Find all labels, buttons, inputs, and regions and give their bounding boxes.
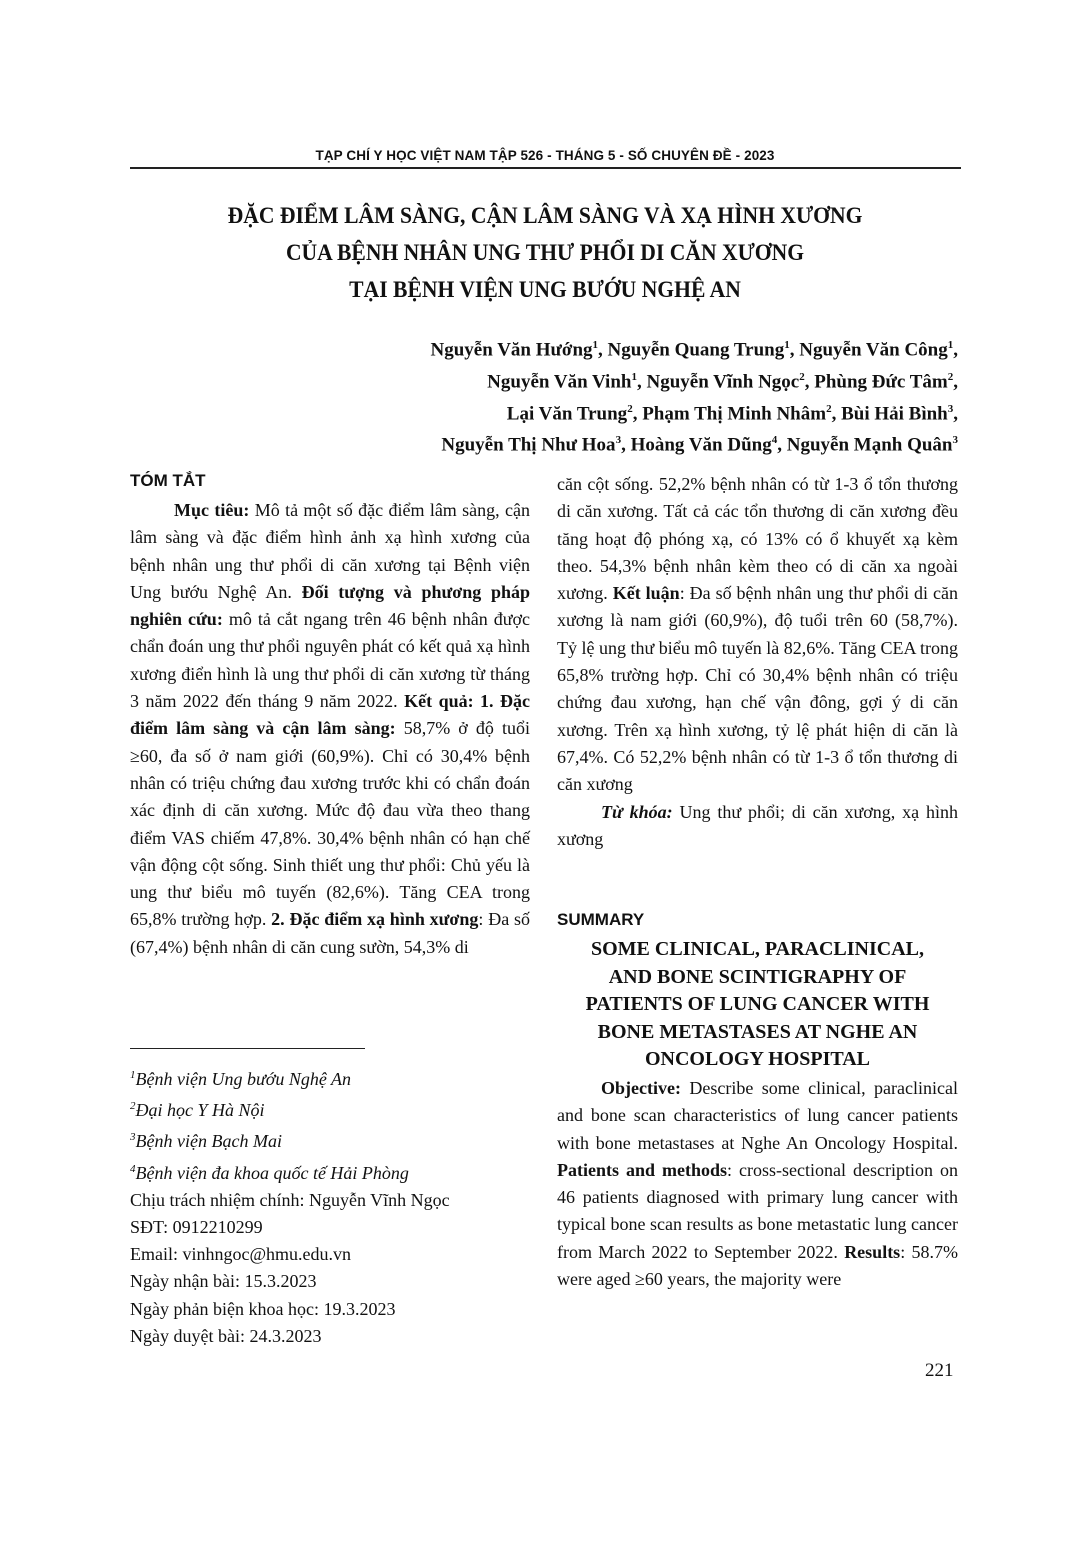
text-run: : cross-sectional description on 46 patients diagnosed with primary lung cancer with typical bone scan results as bone metastatic lung cancer from March 2022 to September 2022.	[557, 1159, 958, 1262]
affiliation-name: Đại học Y Hà Nội	[135, 1100, 265, 1121]
author-affiliation-number: 3	[947, 402, 954, 415]
author-name: Nguyễn Văn Vinh	[487, 371, 632, 393]
footnotes	[130, 1062, 530, 1350]
abstract-vi-body	[130, 497, 530, 961]
keywords-label: Từ khóa:	[601, 801, 673, 822]
footnote-line: SĐT: 0912210299	[130, 1217, 263, 1238]
author-affiliation-number: 1	[784, 339, 790, 351]
bold-run: Kết luận	[612, 583, 680, 604]
abstract-vi-continued	[557, 471, 958, 853]
author-name: Phạm Thị Minh Nhâm	[642, 402, 827, 424]
author-affiliation-number: 3	[615, 434, 622, 447]
affiliation-footnote	[130, 1093, 530, 1124]
author-affiliation-number: 4	[771, 434, 778, 447]
author-affiliation-number: 1	[631, 370, 637, 383]
english-title-line: ONCOLOGY HOSPITAL	[644, 1048, 871, 1070]
text-run: : 58.7% were aged ≥60 years, the majority were	[557, 1241, 958, 1290]
abstract-paragraph	[130, 497, 530, 961]
summary-paragraph	[557, 1075, 958, 1293]
bold-run: Objective:	[601, 1078, 681, 1098]
author-name: Nguyễn Văn Hướng	[430, 339, 593, 361]
bold-run: 2. Đặc điểm xạ hình xương	[271, 909, 479, 930]
author-affiliation-number: 1	[592, 339, 599, 351]
keywords-text: Ung thư phổi; di căn xương, xạ hình xương	[557, 801, 958, 849]
english-title	[557, 936, 958, 1074]
footnote-line: Chịu trách nhiệm chính: Nguyễn Vĩnh Ngọc	[130, 1189, 450, 1210]
affiliation-footnote	[130, 1062, 530, 1093]
page-number: 221	[925, 1360, 954, 1381]
text-run: : Đa số bệnh nhân ung thư phổi di căn xương là nam giới (60,9%), độ tuổi trên 60 (58,7%). Tỷ lệ ung thư biểu mô tuyến là 82,6%. Tăng CEA trong 65,8% trường hợp. Chỉ có 30,4% bệnh nhân có triệu chứng đau xương, hạn chế vận đông, gợi ý di căn xương. Trên xạ hình xương, tỷ lệ phát hiện di căn là 67,4%. Có 52,2% bệnh nhân có từ 1-3 ổ tổn thương di căn xương	[557, 583, 958, 795]
affiliation-footnote	[130, 1124, 530, 1155]
keywords	[557, 799, 958, 854]
footnote-line: Ngày phản biện khoa học: 19.3.2023	[130, 1298, 396, 1319]
author-name: Nguyễn Mạnh Quân	[786, 434, 953, 456]
author-name: Nguyễn Thị Như Hoa	[441, 434, 616, 456]
english-title-line: SOME CLINICAL, PARACLINICAL,	[591, 938, 924, 960]
affiliation-number: 2	[130, 1100, 136, 1113]
author-name: Nguyễn Vĩnh Ngọc	[646, 371, 800, 393]
title-line: TẠI BỆNH VIỆN UNG BƯỚU NGHỆ AN	[349, 277, 741, 303]
text-run: : Đa số (67,4%) bệnh nhân di căn cung sườn, 54,3% di	[130, 909, 530, 957]
header-rule	[130, 167, 961, 169]
bold-run: Kết quả: 1. Đặc điểm lâm sàng và cận lâm sàng:	[130, 691, 530, 739]
summary-body	[557, 1075, 958, 1293]
author-name: Lại Văn Trung	[506, 402, 628, 424]
affiliation-number: 4	[130, 1162, 136, 1175]
footnote-line: Ngày duyệt bài: 24.3.2023	[130, 1325, 322, 1346]
bold-run: Mục tiêu:	[174, 500, 250, 520]
author-name: Phùng Đức Tâm	[814, 371, 948, 393]
author-affiliation-number: 2	[826, 402, 832, 415]
author-affiliation-number: 3	[952, 434, 958, 447]
footnote-line: Ngày nhận bài: 15.3.2023	[130, 1271, 317, 1292]
affiliation-number: 3	[130, 1131, 136, 1144]
author-name: Nguyễn Văn Công	[799, 339, 948, 361]
running-header: TẠP CHÍ Y HỌC VIỆT NAM TẬP 526 - THÁNG 5 - SỐ CHUYÊN ĐỀ - 2023	[315, 148, 775, 163]
english-title-line: BONE METASTASES AT NGHE AN	[597, 1020, 918, 1043]
affiliation-footnote	[130, 1156, 530, 1187]
author-name: Bùi Hải Bình	[841, 402, 948, 424]
english-title-line: PATIENTS OF LUNG CANCER WITH	[585, 993, 930, 1015]
affiliation-name: Bệnh viện Bạch Mai	[135, 1131, 282, 1152]
text-run: mô tả cắt ngang trên 46 bệnh nhân được chẩn đoán ung thư phổi nguyên phát có kết quả xạ hình xương điển hình là ung thư phổi di căn xương từ tháng 3 năm 2022 đến tháng 9 năm 2022.	[130, 609, 531, 712]
article-title	[163, 198, 927, 309]
text-run: 58,7% ở độ tuổi ≥60, đa số ở nam giới (60,9%). Chỉ có 30,4% bệnh nhân có triệu chứng đau xương trước khi có chẩn đoán xác định di căn xương. Mức độ đau vừa theo thang điểm VAS chiếm 47,8%. 30,4% bệnh nhân có hạn chế vận động cột sống. Sinh thiết ung thư phổi: Chủ yếu là ung thư biểu mô tuyến (82,6%). Tăng CEA trong 65,8% trường hợp.	[130, 718, 530, 930]
footnote-line: Email: vinhngoc@hmu.edu.vn	[130, 1244, 352, 1265]
english-title-line: AND BONE SCINTIGRAPHY OF	[608, 965, 907, 988]
footnote-rule	[130, 1048, 365, 1049]
text-run: Describe some clinical, paraclinical and bone scan characteristics of lung cancer patients with bone metastases at Nghe An Oncology Hospital.	[557, 1078, 958, 1153]
author-affiliation-number: 2	[799, 370, 805, 383]
author-affiliation-number: 1	[947, 339, 954, 351]
author-name: Nguyễn Quang Trung	[607, 339, 785, 361]
bold-run: Đối tượng và phương pháp nghiên cứu:	[130, 581, 530, 630]
bold-run: Patients and methods	[557, 1159, 728, 1180]
text-run: Mô tả một số đặc điểm lâm sàng, cận lâm sàng và đặc điểm hình ảnh xạ hình xương của bệnh nhân ung thư phổi di căn xương tại Bệnh viện Ung bướu Nghệ An.	[130, 500, 530, 602]
author-name: Hoàng Văn Dũng	[630, 434, 772, 456]
text-run: căn cột sống. 52,2% bệnh nhân có từ 1-3 ổ tổn thương di căn xương. Tất cả các tổn thương di căn xương đều tăng hoạt độ phóng xạ, có 13% có ổ khuyết xạ kèm theo. 54,3% bệnh nhân kèm theo có di căn xa ngoài xương.	[557, 474, 958, 604]
author-affiliation-number: 2	[947, 370, 954, 383]
summary-heading: SUMMARY	[557, 910, 645, 929]
author-affiliation-number: 2	[627, 402, 633, 415]
abstract-paragraph	[557, 471, 958, 799]
title-line: ĐẶC ĐIỂM LÂM SÀNG, CẬN LÂM SÀNG VÀ XẠ HÌNH XƯƠNG	[227, 203, 863, 229]
bold-run: Results	[844, 1241, 901, 1262]
affiliation-name: Bệnh viện đa khoa quốc tế Hải Phòng	[135, 1162, 409, 1183]
author-list: Nguyễn Văn Hướng$^1$, Nguyễn Quang Trung$^1$, Nguyễn Văn Công$^1$, Nguyễn Văn Vinh$^1$, Nguyễn Vĩnh Ngọc$^2$, Phùng Đức Tâm$^2$, Lại Văn Trung$^2$, Phạm Thị Minh Nhâm$^2$, Bùi Hải Bình$^3$, Nguyễn Thị Như Hoa$^3$, Hoàng Văn Dũng$^4$, Nguyễn Mạnh Quân$^3$	[430, 339, 958, 456]
abstract-heading: TÓM TẮT	[130, 471, 206, 490]
affiliation-number: 1	[130, 1069, 136, 1081]
title-line: CỦA BỆNH NHÂN UNG THƯ PHỔI DI CĂN XƯƠNG	[285, 240, 805, 266]
affiliation-name: Bệnh viện Ung bướu Nghệ An	[135, 1069, 352, 1089]
